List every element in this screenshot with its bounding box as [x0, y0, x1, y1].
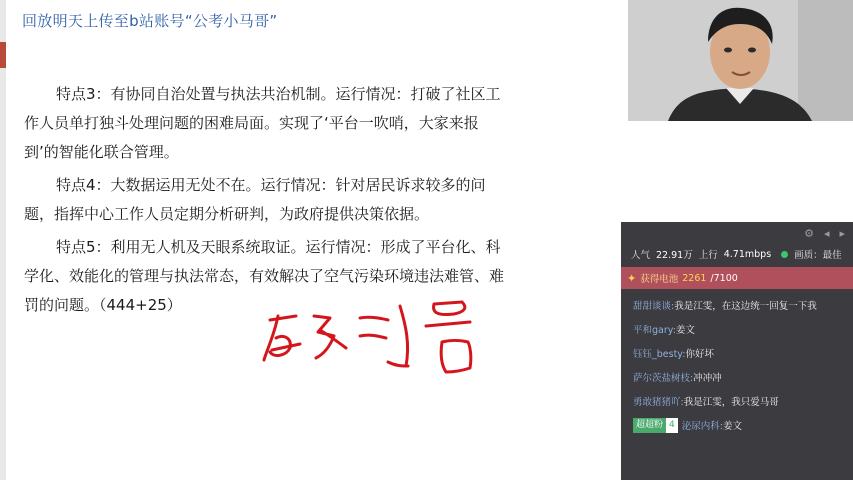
- webcam-feed: [628, 0, 853, 121]
- battery-goal-bar: [621, 267, 853, 289]
- stream-stats: [621, 244, 853, 264]
- chat-message: [621, 389, 853, 413]
- chat-username[interactable]: 萨尔茨盐树枝:: [633, 373, 694, 384]
- upload-value: 4.71mbps: [723, 248, 772, 260]
- chat-text: 姜文: [675, 325, 695, 336]
- chat-message: [621, 341, 853, 365]
- fan-badge-level: 4: [666, 418, 678, 433]
- battery-goal-current: 2261: [682, 272, 707, 284]
- panel-expand-icon[interactable]: ▸: [839, 226, 845, 240]
- sparkle-icon: ✦: [627, 271, 637, 285]
- upload-label: 上行: [698, 250, 718, 261]
- quality-status-icon: [781, 251, 788, 258]
- paragraph-feature-3: 特点3：有协同自治处置与执法共治机制。运行情况：打破了社区工作人员单打独斗处理问题的困难局面。实现了‘平台一吹哨，大家来报到’的智能化联合管理。: [24, 85, 501, 161]
- fan-badge[interactable]: [633, 418, 678, 433]
- popularity-label: 人气: [631, 250, 651, 261]
- chat-message: [621, 365, 853, 389]
- chat-text: 我是江雯，在这边统一回复一下我: [674, 301, 817, 312]
- quality-label[interactable]: 画质：最佳: [794, 250, 842, 261]
- chat-username[interactable]: 泌尿内科:: [681, 421, 723, 432]
- chat-text: 我是江雯，我只爱马哥: [683, 397, 779, 408]
- chat-username[interactable]: 甜甜谈谈:: [633, 301, 675, 312]
- chat-username[interactable]: 平和gary:: [633, 325, 676, 336]
- chat-message: [621, 317, 853, 341]
- left-edge-strip: [0, 0, 6, 480]
- chat-message-list: [621, 289, 853, 437]
- chat-username[interactable]: 勇敢猪猪吖:: [633, 397, 684, 408]
- paragraph-feature-5: 特点5：利用无人机及天眼系统取证。运行情况：形成了平台化、科学化、效能化的管理与执法常态，有效解决了空气污染环境违法难管、难罚的问题。（444+25）: [24, 238, 505, 314]
- chat-text: 冲冲冲: [693, 373, 722, 384]
- battery-goal-label: 获得电池: [640, 274, 679, 285]
- chat-text: 你好坏: [685, 349, 714, 360]
- chat-username[interactable]: 钰钰_besty:: [633, 349, 686, 360]
- left-edge-marker: [0, 42, 6, 68]
- popularity-value: 22.91万: [656, 250, 693, 261]
- fan-badge-name: 超超粉: [633, 418, 666, 433]
- chat-message: [621, 293, 853, 317]
- panel-collapse-icon[interactable]: ◂: [823, 226, 830, 240]
- presenter-image: [628, 0, 853, 121]
- chat-message: [621, 413, 853, 437]
- paragraph-feature-4: 特点4：大数据运用无处不在。运行情况：针对居民诉求较多的问题，指挥中心工作人员定期分析研判，为政府提供决策依据。: [24, 176, 486, 223]
- panel-toolbar: [621, 222, 853, 244]
- settings-gear-icon[interactable]: ⚙: [804, 226, 814, 240]
- handwritten-annotation: [256, 286, 496, 386]
- replay-banner: 回放明天上传至b站账号“公考小马哥”: [22, 12, 278, 30]
- live-stream-panel: [621, 222, 853, 480]
- chat-text: 姜文: [722, 421, 742, 432]
- battery-goal-total: /7100: [710, 272, 738, 284]
